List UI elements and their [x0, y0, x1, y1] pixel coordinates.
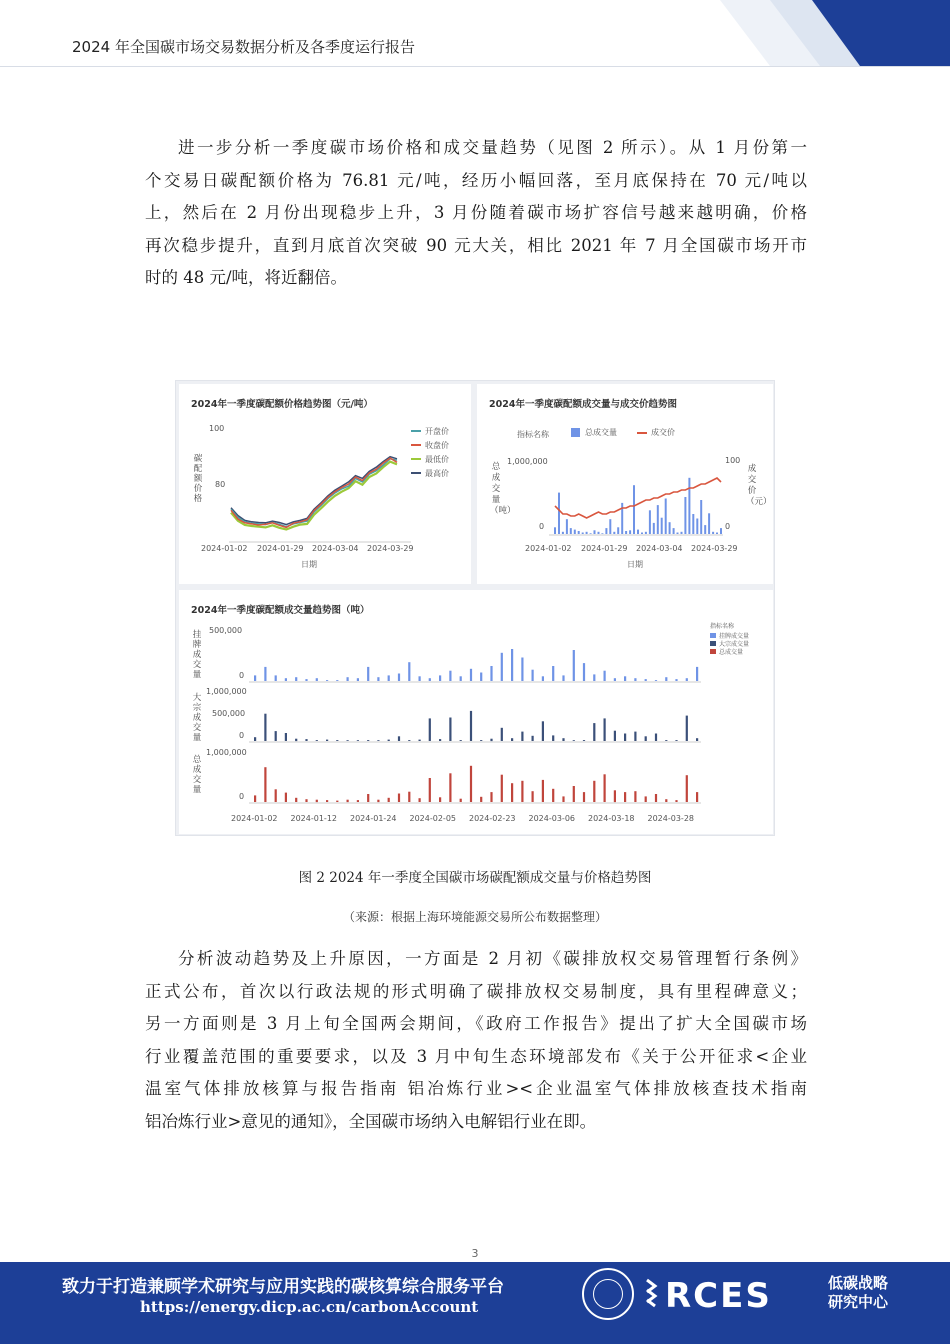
volume-legend-title: 指标名称: [710, 623, 735, 630]
paragraph-line: 铝冶炼行业>意见的通知》，全国碳市场纳入电解铝行业在即。: [145, 1111, 597, 1131]
listed-volume-bar: [521, 658, 523, 682]
total-volume-bar: [254, 795, 256, 802]
combo-legend-volume: 总成交量: [585, 428, 617, 437]
volume-row-label-listed: 挂牌成交量: [192, 630, 202, 680]
volume-chart-title: 2024年一季度碳配额成交量趋势图（吨）: [191, 605, 370, 616]
brand-cn-line: 低碳战略: [828, 1274, 889, 1292]
footer-slogan: 致力于打造兼顾学术研究与应用实践的碳核算综合服务平台: [62, 1277, 504, 1297]
vol-ytick: 500,000: [212, 709, 246, 718]
listed-volume-bar: [377, 677, 379, 681]
combo-chart-ylabel-right: 成交价（元）: [746, 464, 772, 507]
total-volume-bar: [604, 774, 606, 802]
price-xtick: 2024-01-29: [257, 544, 304, 553]
listed-volume-bar: [501, 653, 503, 681]
listed-volume-bar: [624, 676, 626, 681]
total-volume-bar: [305, 799, 307, 802]
block-volume-bar: [449, 718, 451, 742]
listed-volume-bar: [326, 680, 328, 681]
vol-ytick: 500,000: [209, 626, 243, 635]
listed-volume-bar: [419, 676, 421, 681]
paragraph-line: 正式公布，首次以行政法规的形式明确了碳排放权交易制度，具有里程碑意义；: [145, 981, 807, 1001]
listed-volume-bar: [398, 674, 400, 682]
total-volume-bar: [264, 767, 266, 802]
combo-chart-ylabel-left: 总成交量（吨）: [490, 462, 516, 516]
combo-volume-bar: [661, 518, 663, 534]
combo-volume-bar: [582, 533, 584, 535]
paragraph-line: 时的 48 元/吨，将近翻倍。: [145, 268, 348, 287]
block-volume-bar: [604, 718, 606, 741]
legend-swatch-listed: [710, 633, 716, 638]
block-volume-bar: [408, 740, 410, 741]
rces-logo-icon: [643, 1274, 823, 1314]
combo-volume-bar: [566, 519, 568, 534]
price-xtick: 2024-03-04: [312, 544, 359, 553]
listed-volume-bar: [470, 669, 472, 681]
total-volume-bar: [398, 794, 400, 803]
volume-legend-total: 总成交量: [719, 649, 744, 656]
total-volume-bar: [357, 800, 359, 802]
vol-xtick: 2024-01-12: [290, 814, 337, 823]
combo-volume-bar: [677, 533, 679, 535]
footer-url: https://energy.dicp.ac.cn/carbonAccount: [140, 1298, 479, 1316]
block-volume-bar: [367, 740, 369, 741]
block-volume-bar: [275, 731, 277, 741]
legend-swatch-total-volume: [571, 428, 580, 437]
total-volume-bar: [583, 792, 585, 802]
block-volume-bar: [501, 728, 503, 741]
listed-volume-bar: [439, 675, 441, 681]
vol-ytick: 0: [239, 731, 245, 740]
volume-bars-group: [254, 649, 698, 802]
vol-ytick: 1,000,000: [206, 687, 247, 696]
combo-volume-bar: [598, 532, 600, 534]
combo-volume-bar: [594, 530, 596, 534]
total-volume-bar: [542, 780, 544, 802]
combo-volume-bar: [574, 530, 576, 534]
total-volume-bar: [449, 773, 451, 802]
block-volume-bar: [347, 740, 349, 741]
listed-volume-bar: [316, 678, 318, 681]
legend-low: 最低价: [425, 455, 449, 464]
block-volume-bar: [264, 714, 266, 741]
total-volume-bar: [388, 798, 390, 802]
block-volume-bar: [388, 740, 390, 741]
total-volume-bar: [336, 801, 338, 802]
combo-xtick: 2024-01-02: [525, 544, 572, 553]
block-volume-bar: [460, 740, 462, 741]
total-volume-bar: [429, 778, 431, 802]
block-volume-bar: [614, 731, 616, 741]
combo-volume-bar: [633, 485, 635, 534]
volume-legend-listed: 挂牌成交量: [719, 633, 750, 640]
price-ytick: 100: [209, 424, 225, 433]
combo-volume-bar: [716, 533, 718, 535]
block-volume-bar: [665, 740, 667, 741]
total-volume-bar: [686, 775, 688, 802]
price-ytick: 80: [215, 480, 226, 489]
combo-volume-bar: [669, 522, 671, 534]
combo-volume-bar: [712, 532, 714, 534]
header-title: 2024 年全国碳市场交易数据分析及各季度运行报告: [72, 38, 415, 56]
price-chart-title: 2024年一季度碳配额价格趋势图（元/吨）: [191, 399, 373, 410]
combo-volume-bar: [562, 532, 564, 534]
block-volume-bar: [439, 739, 441, 741]
combo-legend-title: 指标名称: [517, 430, 549, 439]
combo-volume-bar: [700, 500, 702, 534]
listed-volume-bar: [305, 679, 307, 681]
total-volume-bar: [532, 791, 534, 802]
block-volume-bar: [511, 738, 513, 741]
combo-volume-bar: [641, 533, 643, 535]
combo-volume-bar: [684, 497, 686, 534]
combo-volume-bar: [681, 532, 683, 534]
volume-xticks-group: [231, 814, 694, 823]
header-divider: [0, 66, 950, 67]
price-legend: [411, 426, 449, 478]
combo-legend-price: 成交价: [651, 428, 675, 437]
figure-caption: 图 2 2024 年一季度全国碳市场碳配额成交量与价格趋势图: [298, 870, 652, 886]
block-volume-bar: [377, 740, 379, 741]
block-volume-bar: [645, 736, 647, 741]
listed-volume-bar: [254, 675, 256, 681]
brand-cn-line: 研究中心: [828, 1293, 889, 1311]
block-volume-bar: [562, 738, 564, 741]
combo-volume-bar: [657, 505, 659, 534]
paragraph-line: 另一方面则是 3 月上旬全国两会期间，《政府工作报告》提出了扩大全国碳市场: [145, 1014, 807, 1033]
paragraph-line: 分析波动趋势及上升原因，一方面是 2 月初《碳排放权交易管理暂行条例》: [178, 949, 807, 968]
listed-volume-bar: [696, 667, 698, 681]
price-xtick: 2024-03-29: [367, 544, 414, 553]
vol-xtick: 2024-02-23: [469, 814, 516, 823]
block-volume-bar: [254, 737, 256, 741]
combo-volume-bar: [704, 525, 706, 534]
price-chart-panel: [179, 384, 471, 584]
block-volume-bar: [429, 718, 431, 741]
listed-volume-bar: [480, 673, 482, 682]
volume-chart-panel: [179, 590, 773, 834]
listed-volume-bar: [511, 649, 513, 681]
paragraph-line: 个交易日碳配额价格为 76.81 元/吨，经历小幅回落，至月底保持在 70 元/吨以: [145, 170, 807, 190]
vol-ytick: 1,000,000: [206, 748, 247, 757]
total-volume-bar: [665, 799, 667, 802]
total-volume-bar: [593, 781, 595, 802]
paragraph-1: [145, 132, 807, 295]
total-volume-bar: [470, 766, 472, 802]
total-volume-bar: [439, 797, 441, 802]
price-series-line: [231, 458, 397, 527]
combo-volume-bar: [688, 478, 690, 534]
listed-volume-bar: [614, 678, 616, 681]
combo-xlabel: 日期: [627, 560, 643, 569]
block-volume-bar: [655, 734, 657, 742]
block-volume-bar: [583, 740, 585, 741]
total-volume-bar: [275, 789, 277, 802]
combo-volume-bar: [570, 528, 572, 534]
combo-chart-title: 2024年一季度碳配额成交量与成交价趋势图: [489, 399, 677, 410]
block-volume-bar: [573, 740, 575, 741]
combo-volume-bar: [696, 519, 698, 535]
block-volume-bar: [285, 733, 287, 741]
combo-volume-bar: [601, 533, 603, 534]
vol-ytick: 0: [239, 792, 245, 801]
block-volume-bar: [305, 739, 307, 741]
volume-legend: [710, 622, 749, 656]
listed-volume-bar: [645, 679, 647, 681]
block-volume-bar: [521, 732, 523, 741]
block-volume-bar: [490, 739, 492, 741]
price-chart-ylabel: 碳配额价格: [193, 454, 203, 504]
listed-volume-bar: [655, 680, 657, 681]
listed-volume-bar: [686, 678, 688, 681]
block-volume-bar: [675, 740, 677, 741]
listed-volume-bar: [460, 676, 462, 681]
total-volume-bar: [316, 800, 318, 802]
block-volume-bar: [398, 736, 400, 741]
block-volume-bar: [419, 740, 421, 741]
paragraph-line: 温室气体排放核算与报告指南 铝冶炼行业><企业温室气体排放核查技术指南: [145, 1079, 807, 1098]
legend-swatch-total: [710, 649, 716, 654]
listed-volume-bar: [388, 675, 390, 681]
combo-volume-bar: [720, 528, 722, 534]
combo-volume-bar: [609, 519, 611, 534]
combo-volume-bar: [645, 532, 647, 534]
paragraph-line: 上，然后在 2 月份出现稳步上升，3 月份随着碳市场扩容信号越来越明确，价格: [145, 203, 807, 222]
combo-volume-bar: [617, 527, 619, 534]
footer-brand-cn: [828, 1274, 898, 1312]
combo-volume-bar: [590, 533, 592, 534]
listed-volume-bar: [593, 674, 595, 681]
price-series-group: [231, 457, 397, 530]
legend-high: 最高价: [425, 469, 449, 478]
total-volume-bar: [614, 790, 616, 802]
vol-xtick: 2024-03-06: [528, 814, 575, 823]
combo-price-line: [555, 478, 721, 518]
listed-volume-bar: [573, 650, 575, 681]
volume-row-label-total: 总成交量: [192, 755, 202, 795]
total-volume-bar: [573, 786, 575, 802]
combo-line-group: [555, 478, 721, 518]
total-volume-bar: [624, 792, 626, 802]
block-volume-bar: [357, 740, 359, 741]
figure-source: （来源：根据上海环境能源交易所公布数据整理）: [342, 910, 607, 924]
block-volume-bar: [532, 736, 534, 741]
listed-volume-bar: [552, 666, 554, 681]
combo-volume-bar: [613, 532, 615, 534]
combo-volume-bar: [605, 528, 607, 534]
block-volume-bar: [480, 740, 482, 741]
price-xlabel: 日期: [301, 560, 317, 569]
legend-open: 开盘价: [425, 427, 449, 436]
total-volume-bar: [347, 800, 349, 802]
paragraph-2: [145, 943, 807, 1138]
total-volume-bar: [645, 796, 647, 802]
vol-xtick: 2024-03-28: [647, 814, 694, 823]
total-volume-bar: [562, 796, 564, 802]
vol-ytick: 0: [239, 671, 245, 680]
combo-volume-bar: [558, 493, 560, 534]
volume-legend-block: 大宗成交量: [719, 641, 750, 648]
listed-volume-bar: [604, 671, 606, 681]
legend-swatch-block: [710, 641, 716, 646]
total-volume-bar: [521, 781, 523, 802]
block-volume-bar: [295, 739, 297, 741]
block-volume-bar: [552, 735, 554, 741]
total-volume-bar: [326, 800, 328, 802]
listed-volume-bar: [275, 675, 277, 681]
total-volume-bar: [295, 798, 297, 802]
paragraph-line: 再次稳步提升，直到月底首次突破 90 元大关，相比 2021 年 7 月全国碳市场开市: [145, 235, 807, 255]
total-volume-bar: [696, 792, 698, 802]
price-xtick: 2024-01-02: [201, 544, 248, 553]
combo-chart-plot: [477, 384, 773, 584]
combo-volume-bar: [554, 527, 556, 534]
block-volume-bar: [634, 732, 636, 741]
volume-row-label-block: 大宗成交量: [192, 693, 202, 743]
total-volume-bar: [285, 793, 287, 802]
total-volume-bar: [655, 794, 657, 802]
combo-ytick-right: 0: [725, 522, 731, 531]
combo-xtick: 2024-03-04: [636, 544, 683, 553]
paragraph-line: 进一步分析一季度碳市场价格和成交量趋势（见图 2 所示）。从 1 月份第一: [178, 138, 807, 157]
total-volume-bar: [377, 800, 379, 802]
page-footer: [0, 1262, 950, 1344]
combo-volume-bar: [586, 532, 588, 534]
block-volume-bar: [336, 740, 338, 741]
page-number: 3: [471, 1247, 479, 1260]
total-volume-bar: [675, 800, 677, 802]
volume-chart-plot: [179, 590, 773, 834]
combo-ytick-right: 100: [725, 456, 741, 465]
listed-volume-bar: [264, 667, 266, 681]
combo-ytick-left: 1,000,000: [507, 457, 548, 466]
total-volume-bar: [367, 794, 369, 802]
combo-xtick: 2024-01-29: [581, 544, 628, 553]
listed-volume-bar: [285, 678, 287, 681]
listed-volume-bar: [336, 680, 338, 681]
combo-volume-bar: [637, 530, 639, 534]
total-volume-bar: [419, 798, 421, 802]
total-volume-bar: [408, 792, 410, 802]
block-volume-bar: [696, 738, 698, 741]
listed-volume-bar: [295, 677, 297, 681]
vol-xtick: 2024-02-05: [409, 814, 456, 823]
listed-volume-bar: [562, 675, 564, 681]
header-decoration: [0, 0, 950, 68]
vol-xtick: 2024-03-18: [588, 814, 635, 823]
listed-volume-bar: [429, 678, 431, 681]
listed-volume-bar: [634, 678, 636, 681]
price-chart-plot: [179, 384, 471, 584]
combo-ytick-left: 0: [539, 522, 545, 531]
block-volume-bar: [470, 711, 472, 741]
page-header: [0, 0, 950, 68]
combo-volume-bar: [625, 531, 627, 534]
block-volume-bar: [316, 740, 318, 741]
total-volume-bar: [634, 791, 636, 802]
listed-volume-bar: [367, 667, 369, 681]
listed-volume-bar: [408, 662, 410, 681]
block-volume-bar: [326, 740, 328, 741]
listed-volume-bar: [542, 676, 544, 681]
combo-chart-panel: [477, 384, 773, 584]
combo-xtick: 2024-03-29: [691, 544, 738, 553]
total-volume-bar: [480, 797, 482, 802]
legend-close: 收盘价: [425, 441, 449, 450]
footer-brand: RCES: [665, 1276, 772, 1314]
vol-xtick: 2024-01-24: [350, 814, 397, 823]
combo-volume-bar: [649, 510, 651, 534]
listed-volume-bar: [357, 678, 359, 681]
listed-volume-bar: [665, 677, 667, 681]
combo-volume-bar: [673, 528, 675, 534]
total-volume-bar: [501, 775, 503, 802]
listed-volume-bar: [449, 671, 451, 681]
block-volume-bar: [624, 734, 626, 742]
total-volume-bar: [460, 799, 462, 802]
combo-volume-bar: [629, 530, 631, 534]
institute-seal-icon: [582, 1268, 634, 1320]
paragraph-line: 行业覆盖范围的重要要求，以及 3 月中旬生态环境部发布《关于公开征求<企业: [145, 1046, 807, 1066]
combo-volume-bar: [692, 514, 694, 534]
listed-volume-bar: [583, 663, 585, 681]
listed-volume-bar: [347, 677, 349, 681]
figure-2: [175, 380, 775, 836]
block-volume-bar: [686, 716, 688, 741]
combo-volume-bar: [653, 523, 655, 534]
combo-volume-bar: [708, 513, 710, 534]
listed-volume-bar: [675, 679, 677, 681]
total-volume-bar: [511, 783, 513, 802]
listed-volume-bar: [490, 666, 492, 681]
total-volume-bar: [490, 792, 492, 802]
block-volume-bar: [542, 721, 544, 741]
combo-volume-bar: [578, 531, 580, 534]
vol-xtick: 2024-01-02: [231, 814, 278, 823]
combo-volume-bar: [665, 499, 667, 535]
total-volume-bar: [552, 789, 554, 802]
block-volume-bar: [593, 723, 595, 741]
listed-volume-bar: [532, 670, 534, 681]
